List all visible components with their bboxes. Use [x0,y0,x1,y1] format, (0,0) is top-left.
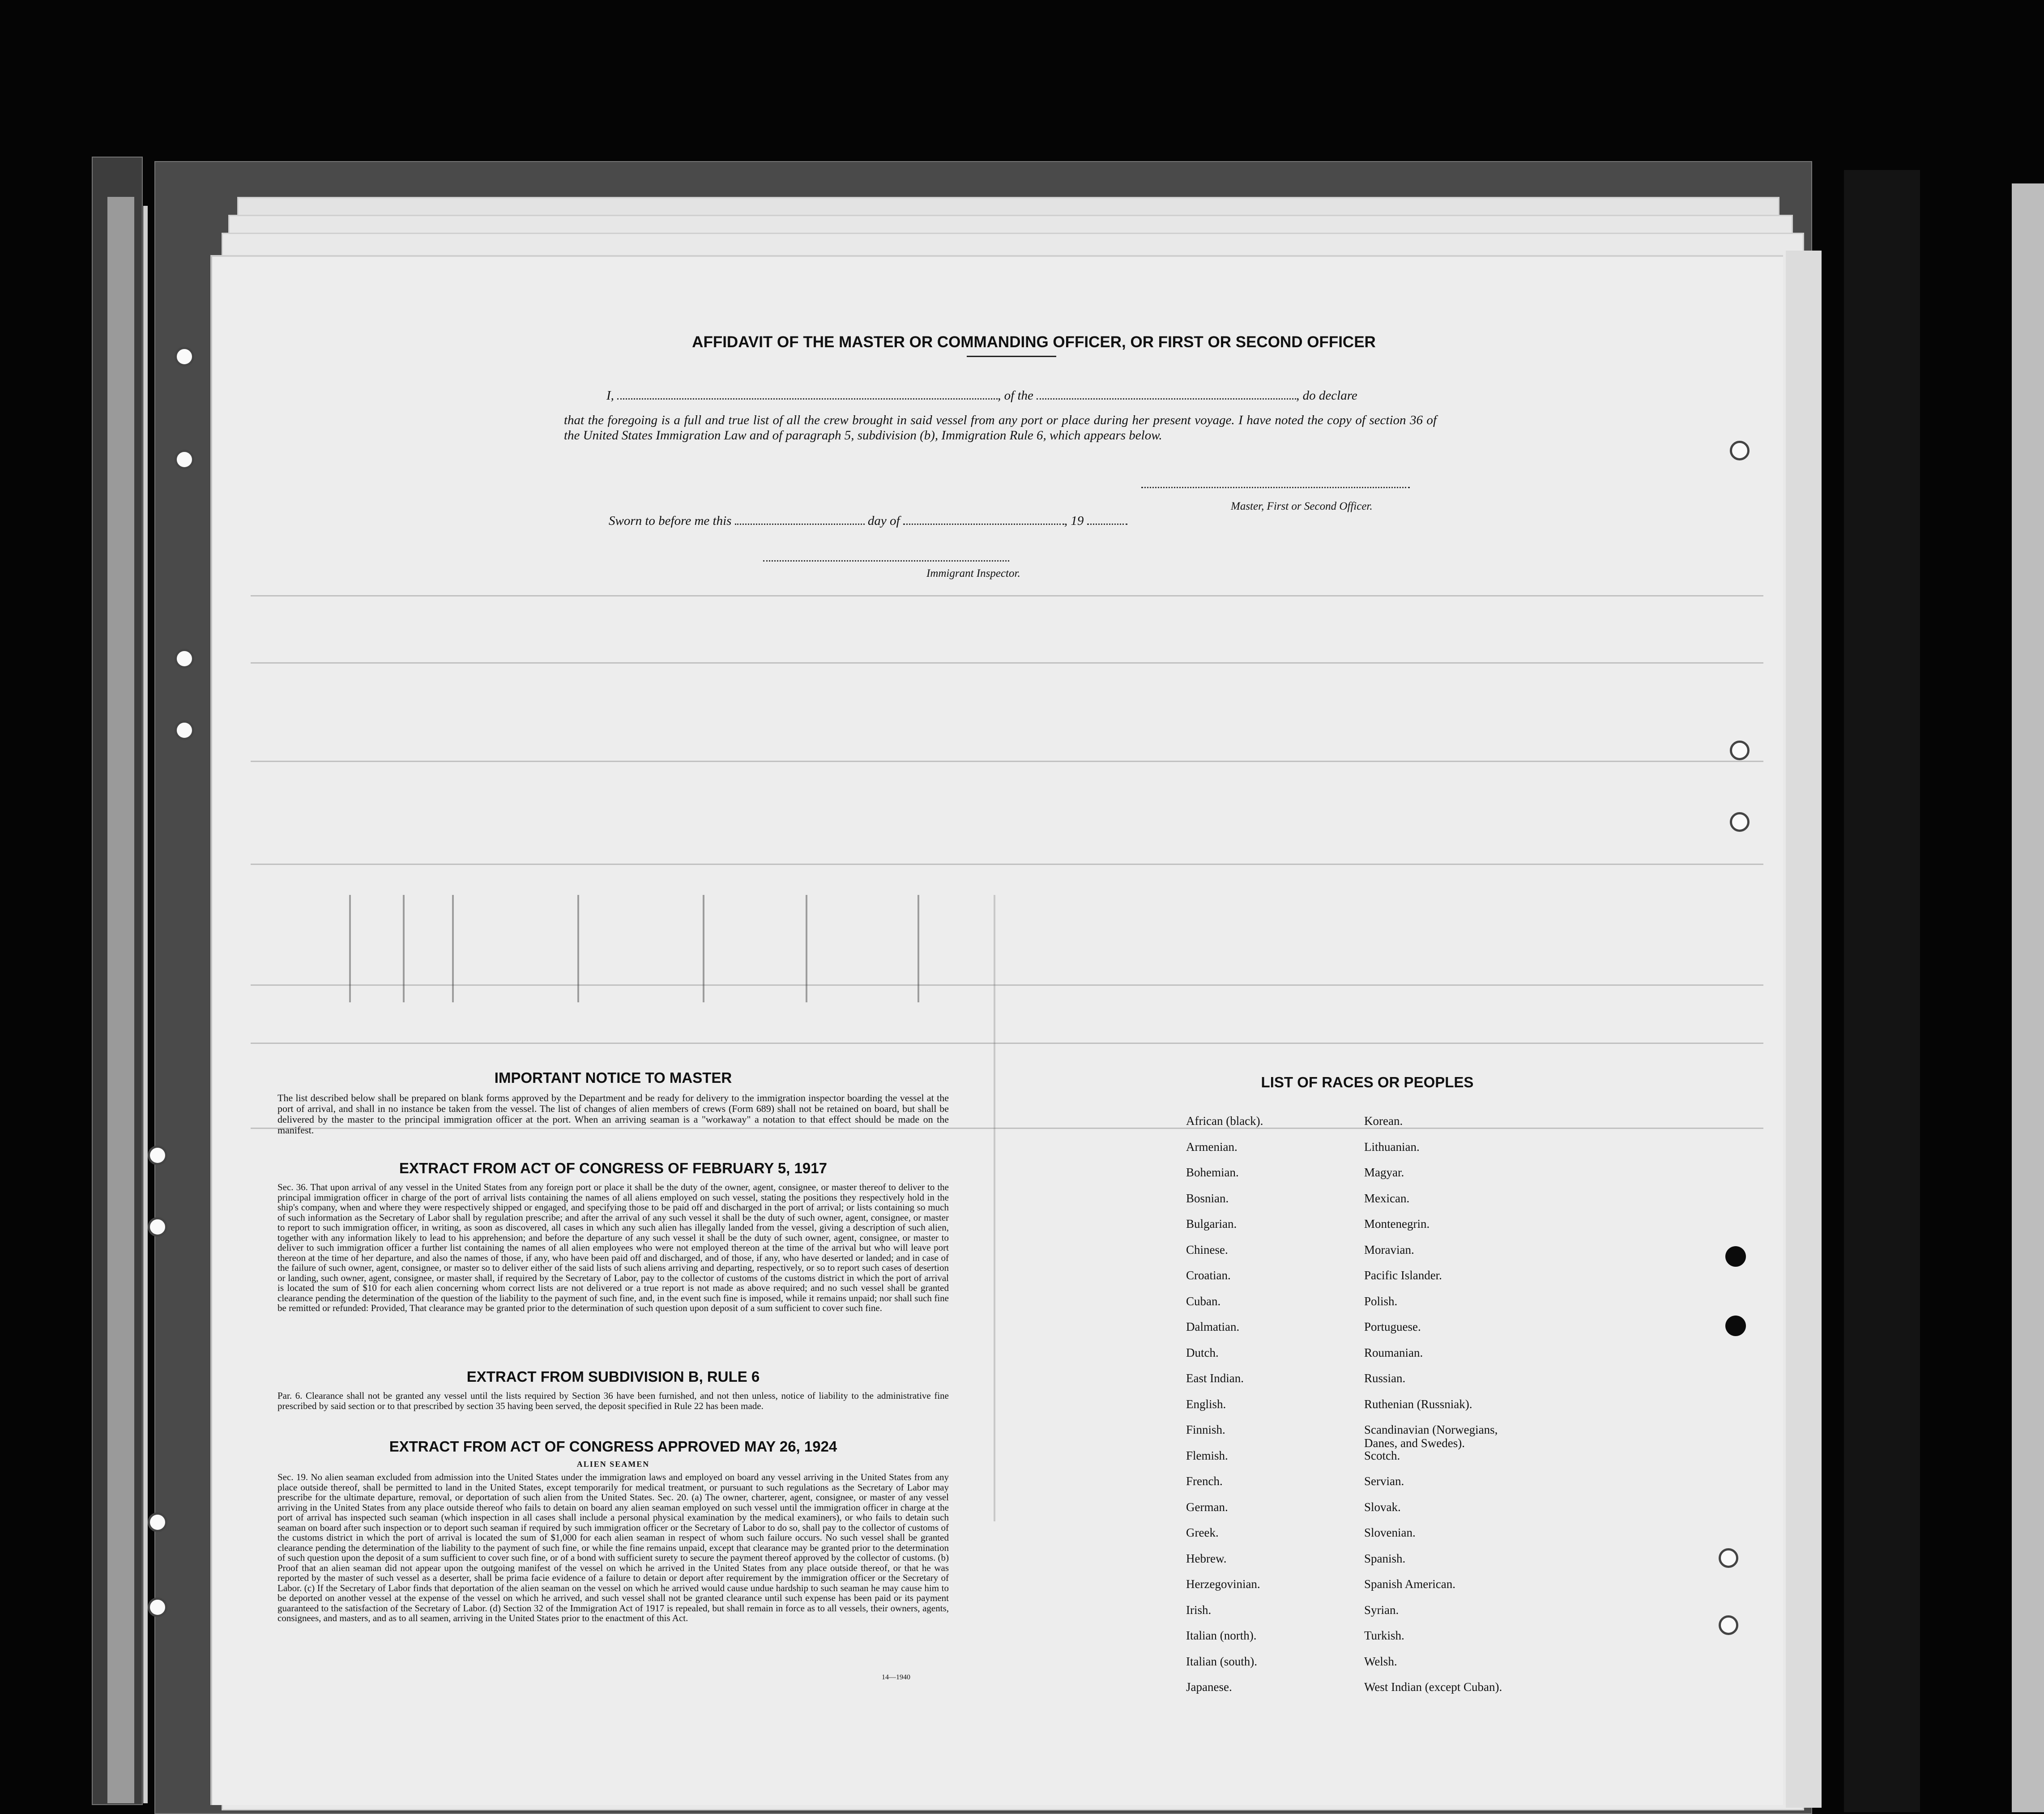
binder-hole [148,1145,167,1165]
back-sheet-left-edge [107,197,134,1803]
year-label: , 19 [1064,514,1084,528]
race-item: Korean. [1364,1114,1403,1128]
binder-hole [175,720,194,740]
race-item: Pacific Islander. [1364,1269,1442,1282]
race-item: Spanish. [1364,1551,1406,1565]
extract-1917-title: EXTRACT FROM ACT OF CONGRESS OF FEBRUARY 5, 1917 [399,1160,827,1176]
race-item: Polish. [1364,1294,1398,1308]
affidavit-declare-label: , do declare [1296,388,1357,403]
bleed-through-header [403,295,414,328]
race-item: Italian (south). [1186,1654,1257,1668]
inspector-signature-field[interactable] [763,560,1009,562]
race-item: Slovak. [1364,1500,1401,1514]
race-item: Lithuanian. [1364,1140,1420,1154]
binder-hole [175,450,194,469]
race-item: Roumanian. [1364,1346,1423,1359]
race-item: Greek. [1186,1526,1219,1539]
affidavit-title-rule [967,356,1056,357]
ghost-rule [251,984,1763,986]
day-of-label: day of [867,514,900,528]
ghost-rule [251,1043,1763,1044]
binder-hole [148,1597,167,1617]
race-item: Dutch. [1186,1346,1219,1359]
race-item: Montenegrin. [1364,1217,1430,1231]
binder-hole-punched [1725,1246,1746,1267]
race-item: Dalmatian. [1186,1320,1240,1333]
ghost-column-line [703,895,704,1002]
race-item: Turkish. [1364,1629,1404,1642]
extract-rule6-body: Par. 6. Clearance shall not be granted any vessel until the lists required by Section 36 have been furnished, and not then unless, notice of liability to the administrative fine prescribed by said section or to that prescribed by section 35 having been served, the deposit specified in Rule 22 has been made. [277,1390,949,1411]
master-signature-field[interactable] [1141,487,1410,488]
ghost-column-line [452,895,454,1002]
ghost-column-line [994,895,995,1521]
races-right-column [1364,1114,1512,1706]
ghost-rule [251,761,1763,762]
affidavit-declaration-line [606,388,1448,403]
race-item: Portuguese. [1364,1320,1421,1333]
binder-hole [1719,1548,1738,1568]
binder-hole [1730,741,1750,760]
ghost-rule [251,595,1763,596]
binder-hole [175,347,194,366]
extract-1924-subtitle: ALIEN SEAMEN [576,1460,650,1469]
master-signature-label: Master, First or Second Officer. [1231,500,1373,512]
binder-hole [1719,1615,1738,1635]
race-item: Ruthenian (Russniak). [1364,1397,1472,1411]
race-item: Herzegovinian. [1186,1577,1260,1591]
race-item: African (black). [1186,1114,1263,1128]
notice-title: IMPORTANT NOTICE TO MASTER [494,1069,732,1086]
sworn-label: Sworn to before me this [609,514,732,528]
affidavit-of-the-label: , of the [998,388,1033,403]
back-sheet-right-inner [1786,251,1822,1808]
binder-hole [175,649,194,669]
race-item: Japanese. [1186,1680,1232,1694]
affidavit-body: that the foregoing is a full and true list of all the crew brought in said vessel from any port or place during her present voyage. I have noted the copy of section 36 of the United States Immigration Law and of paragraph 5, subdivision (b), Immigration Rule 6, which appears below. [564,413,1437,443]
extract-1917-body: Sec. 36. That upon arrival of any vessel in the United States from any foreign port or place it shall be the duty of the owner, agent, consignee, or master thereof to deliver to the principal immigration officer in charge of the port of arrival lists containing the names of all aliens employed on such vessel, stating the positions they respectively hold in the ship's company, when and where they were respectively shipped or engaged, and specifying those to be paid off and discharged in the port of arrival; or lists containing so much of such information as the Secretary of Labor shall by regulation prescribe; and after the arrival of any such vessel it shall be the duty of such owner, agent, consignee, or master to report to such immigration officer, in writing, as soon as discovered, all cases in which any such alien has illegally landed from the vessel, giving a description of such alien, together with any information likely to lead to his apprehension; and before the departure of any such vessel it shall be the duty of such owner, agent, consignee, or master to deliver to such immigration officer a further list containing the names of all alien employees who were not employed thereon at the time of the arrival but who will leave port thereon at the time of her departure, and also the names of those, if any, who have been paid off and discharged, and of those, if any, who have deserted or landed; and in case of the failure of such owner, agent, consignee, or master so to deliver either of the said lists of such aliens arriving and departing, respectively, or so to report such cases of desertion or landing, such owner, agent, consignee, or master shall, if required by the Secretary of Labor, pay to the collector of customs of the customs district in which the port of arrival is located the sum of $10 for each alien concerning whom correct lists are not delivered or a true report is not made as above required; and no such vessel shall be granted clearance pending the determination of the question of the liability to the payment of such fine, and, in the event such fine is imposed, while it remains unpaid; nor shall such fine be remitted or refunded: Provided, That clearance may be granted prior to the determination of such question upon deposit of a sum sufficient to cover such fine. [277,1182,949,1313]
ghost-column-line [349,895,351,1002]
race-item: Scotch. [1364,1448,1400,1462]
binder-hole [148,1512,167,1532]
race-item: Syrian. [1364,1603,1399,1617]
race-item: Finnish. [1186,1423,1225,1436]
race-item: French. [1186,1474,1223,1488]
race-item: Chinese. [1186,1243,1228,1256]
back-sheet-left-strip [143,206,148,1803]
race-item: Bulgarian. [1186,1217,1237,1231]
sworn-year-field[interactable] [1087,524,1127,525]
race-item: Hebrew. [1186,1551,1227,1565]
race-item: Russian. [1364,1371,1406,1385]
race-item: Magyar. [1364,1166,1404,1179]
race-item: West Indian (except Cuban). [1364,1680,1502,1694]
race-item: East Indian. [1186,1371,1244,1385]
extract-1924-title: EXTRACT FROM ACT OF CONGRESS APPROVED MAY 26, 1924 [389,1438,837,1455]
race-item: Mexican. [1364,1191,1410,1205]
race-item: Welsh. [1364,1654,1397,1668]
sworn-day-field[interactable] [735,524,865,525]
race-item: Italian (north). [1186,1629,1257,1642]
inspector-signature-label: Immigrant Inspector. [926,567,1020,579]
ghost-column-line [917,895,919,1002]
race-item: Armenian. [1186,1140,1237,1154]
extract-1924-body: Sec. 19. No alien seaman excluded from admission into the United States under the immigration laws and employed on board any vessel arriving in the United States from any place outside thereof, shall be permitted to land in the United States, except temporarily for medical treatment, or pursuant to such regulations as the Secretary of Labor may prescribe for the ultimate departure, removal, or deportation of such alien from the United States. Sec. 20. (a) The owner, charterer, agent, consignee, or master of any vessel arriving in the United States from any place outside thereof who fails to detain on board any alien seaman employed on such vessel until the immigration officer in charge at the port of arrival has inspected such seaman (which inspection in all cases shall include a personal physical examination by the medical examiners), or who fails to detain such seaman on board after such inspection or to deport such seaman if required by such immigration officer or the Secretary of Labor to do so, shall pay to the collector of customs of the customs district in which the port of arrival is located the sum of $1,000 for each alien seaman in respect of whom such failure occurs. No such vessel shall be granted clearance pending the determination of the liability to the payment of such fine, or while the fine remains unpaid, except that clearance may be granted prior to the determination of such question upon the deposit of a sum sufficient to cover such fine, or of a bond with sufficient surety to secure the payment thereof approved by the collector of customs. (b) Proof that an alien seaman did not appear upon the outgoing manifest of the vessel on which he arrived in the United States from any place outside thereof, or that he was reported by the master of such vessel as a deserter, shall be prima facie evidence of a failure to detain or deport after requirement by the immigration officer or the Secretary of Labor. (c) If the Secretary of Labor finds that deportation of the alien seaman on the vessel on which he arrived would cause undue hardship to such seaman he may cause him to be deported on another vessel at the expense of the vessel on which he arrived, and such vessel shall not be granted clearance until such expense has been paid or its payment guaranteed to the satisfaction of the Secretary of Labor. (d) Section 32 of the Immigration Act of 1917 is repealed, but shall remain in force as to all vessels, their owners, agents, consignees, and masters, and as to all seamen, arriving in the United States prior to the enactment of this Act. [277,1472,949,1623]
back-sheet-right-edge [2012,183,2044,1812]
back-sheet-right-dark [1844,170,1920,1812]
race-item: Irish. [1186,1603,1212,1617]
ghost-rule [251,864,1763,865]
binder-hole [1730,441,1750,460]
vessel-name-field[interactable] [1037,398,1296,400]
race-item: Spanish American. [1364,1577,1455,1591]
race-item: Servian. [1364,1474,1404,1488]
affiant-name-field[interactable] [617,398,998,400]
race-item: Cuban. [1186,1294,1221,1308]
ghost-column-line [806,895,807,1002]
sworn-month-field[interactable] [903,524,1064,525]
race-item: Moravian. [1364,1243,1414,1256]
race-item: Flemish. [1186,1448,1228,1462]
notice-body: The list described below shall be prepared on blank forms approved by the Department and be ready for delivery to the immigration inspector boarding the vessel at the port of arrival, and shall in no instance be taken from the vessel. The list of changes of alien members of crews (Form 689) shall not be retained on board, but shall be delivered by the master to the principal immigration officer at the port. When an arriving seaman is a "workaway" a notation to that effect should be made on the manifest. [277,1092,949,1136]
affidavit-title: AFFIDAVIT OF THE MASTER OR COMMANDING OFFICER, OR FIRST OR SECOND OFFICER [692,333,1376,351]
race-item: Bosnian. [1186,1191,1229,1205]
form-number: 14—1940 [882,1673,910,1681]
race-item: Scandinavian (Norwegians, Danes, and Swedes). [1364,1423,1498,1450]
race-item: English. [1186,1397,1226,1411]
binder-hole-punched [1725,1316,1746,1336]
race-item: Croatian. [1186,1269,1231,1282]
binder-hole [1730,812,1750,832]
races-title: LIST OF RACES OR PEOPLES [1261,1074,1474,1090]
binder-hole [148,1217,167,1237]
extract-rule6-title: EXTRACT FROM SUBDIVISION B, RULE 6 [466,1368,760,1385]
ghost-rule [251,662,1763,664]
race-item: Bohemian. [1186,1166,1239,1179]
ghost-column-line [403,895,405,1002]
races-left-column [1186,1114,1356,1706]
affidavit-i-label: I, [606,388,614,403]
race-item: Slovenian. [1364,1526,1416,1539]
sworn-line [609,514,1127,528]
race-item: German. [1186,1500,1228,1514]
ghost-column-line [577,895,579,1002]
